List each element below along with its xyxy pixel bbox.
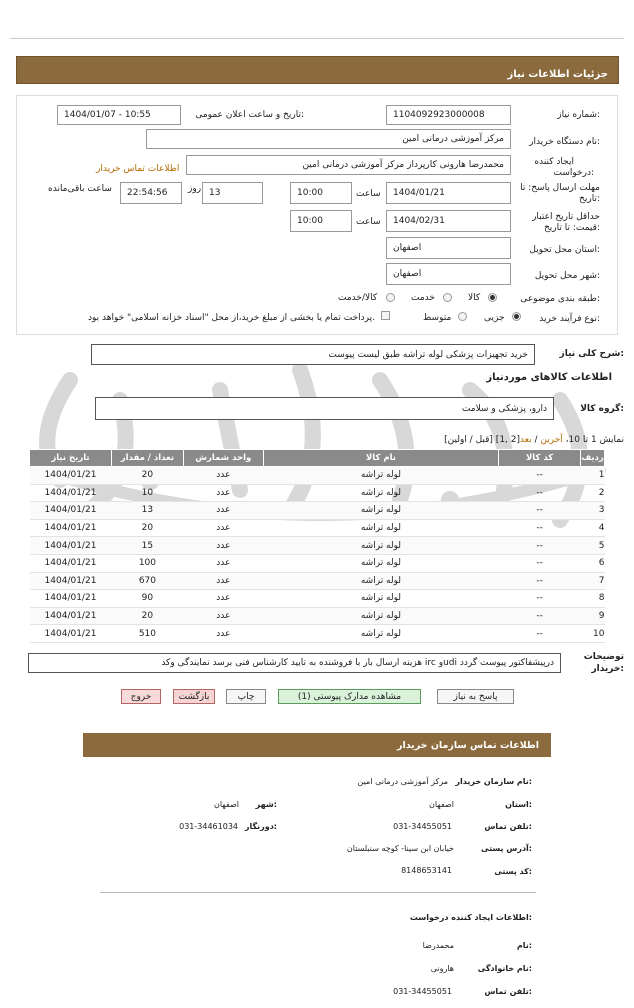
table-row[interactable]: [30, 607, 605, 625]
process-option-medium: متوسط: [423, 313, 452, 323]
creator-last-name-value: هارونی: [430, 964, 454, 973]
table-row[interactable]: [30, 502, 605, 520]
cell-item-code: --: [499, 590, 581, 608]
deadline-label-line2: تاریخ:: [579, 194, 600, 204]
cell-unit: عدد: [183, 502, 263, 520]
exit-button[interactable]: خروج: [121, 689, 161, 704]
cell-quantity: 100: [111, 554, 183, 572]
cell-quantity: 13: [111, 502, 183, 520]
validity-date-field: 1404/02/31: [386, 210, 511, 232]
buyer-name-label: نام دستگاه خریدار:: [529, 137, 600, 147]
top-divider: [10, 38, 624, 39]
cell-row-number: 5: [581, 537, 605, 555]
cell-item-code: --: [499, 484, 581, 502]
creator-field: محمدرضا هارونی کارپرداز مرکز آموزشی درمانی امین: [186, 155, 511, 175]
cell-item-code: --: [499, 467, 581, 485]
buyer-contact-link[interactable]: اطلاعات تماس خریدار: [96, 164, 180, 174]
pagination-separator: ،: [565, 435, 569, 445]
contact-phone-label: تلفن تماس:: [484, 822, 532, 831]
cell-need-date: 1404/01/21: [30, 607, 112, 625]
creator-label-line2: درخواست:: [553, 168, 594, 178]
table-row[interactable]: [30, 537, 605, 555]
creator-first-name-label: نام:: [516, 941, 532, 950]
days-remaining-field: 13: [202, 182, 263, 204]
contact-address-label: آدرس پستی:: [481, 844, 532, 853]
cell-need-date: 1404/01/21: [30, 467, 112, 485]
contact-section-title: اطلاعات تماس سازمان خریدار: [83, 733, 551, 757]
contact-city-value: اصفهان: [213, 800, 239, 809]
contact-fax-value: 031-34461034: [179, 822, 238, 831]
cell-item-code: --: [499, 502, 581, 520]
category-option-goods: کالا: [468, 293, 481, 303]
cell-row-number: 2: [581, 484, 605, 502]
creator-first-name-value: محمدرضا: [422, 941, 454, 950]
goods-table: [29, 449, 605, 643]
treasury-payment-note: پرداخت تمام یا بخشی از مبلغ خرید،از محل "اسناد خزانه اسلامی" خواهد بود.: [87, 313, 375, 323]
cell-quantity: 90: [111, 590, 183, 608]
creator-last-name-label: نام خانوادگی:: [477, 964, 532, 973]
city-label: شهر محل تحویل:: [534, 271, 600, 281]
cell-item-code: --: [499, 537, 581, 555]
category-label: طبقه بندی موضوعی:: [520, 294, 600, 304]
cell-unit: عدد: [183, 572, 263, 590]
goods-group-label: گروه کالا:: [580, 404, 624, 414]
cell-unit: عدد: [183, 607, 263, 625]
cell-need-date: 1404/01/21: [30, 519, 112, 537]
cell-unit: عدد: [183, 484, 263, 502]
contact-address-value: خیابان ابن سینا- کوچه سنبلستان: [346, 844, 454, 853]
process-radio-partial[interactable]: [512, 312, 521, 321]
cell-unit: عدد: [183, 625, 263, 643]
cell-unit: عدد: [183, 467, 263, 485]
deadline-label-line1: مهلت ارسال پاسخ: تا: [520, 183, 600, 193]
province-label: استان محل تحویل:: [529, 245, 600, 255]
cell-item-name: لوله تراشه: [263, 467, 498, 485]
city-field: اصفهان: [386, 263, 511, 285]
col-row-number: ردیف: [581, 450, 605, 467]
cell-need-date: 1404/01/21: [30, 572, 112, 590]
page-title-bar: [16, 56, 619, 84]
cell-row-number: 7: [581, 572, 605, 590]
cell-item-name: لوله تراشه: [263, 484, 498, 502]
province-field: اصفهان: [386, 237, 511, 259]
contact-province-label: استان:: [505, 800, 532, 809]
cell-need-date: 1404/01/21: [30, 502, 112, 520]
pagination-last-link[interactable]: آخرین: [540, 435, 563, 445]
need-number-label: شماره نیاز:: [557, 110, 600, 120]
pagination: [444, 435, 624, 445]
cell-item-name: لوله تراشه: [263, 502, 498, 520]
category-radio-both[interactable]: [386, 293, 395, 302]
print-button[interactable]: چاپ: [226, 689, 266, 704]
contact-org-label: نام سازمان خریدار:: [455, 777, 532, 786]
col-item-name: نام کالا: [263, 450, 498, 467]
pagination-pages[interactable]: [2 ,1]: [495, 435, 521, 445]
contact-postal-value: 8148653141: [401, 866, 452, 875]
creator-phone-value: 031-34455051: [393, 987, 452, 996]
remaining-time-field: 22:54:56: [120, 182, 182, 204]
process-radio-medium[interactable]: [458, 312, 467, 321]
table-row[interactable]: [30, 554, 605, 572]
creator-phone-label: تلفن تماس:: [484, 987, 532, 996]
cell-item-code: --: [499, 554, 581, 572]
category-radio-goods[interactable]: [488, 293, 497, 302]
cell-quantity: 20: [111, 607, 183, 625]
table-row[interactable]: [30, 467, 605, 485]
buyer-notes-label-line2: خریدار:: [591, 664, 624, 674]
cell-item-name: لوله تراشه: [263, 572, 498, 590]
cell-quantity: 670: [111, 572, 183, 590]
cell-row-number: 3: [581, 502, 605, 520]
contact-city-label: شهر:: [255, 800, 277, 809]
contact-fax-label: دورنگار:: [244, 822, 277, 831]
buyer-notes-field: هزینه ارسال بار با فروشنده به تایید کارشناس فنی برسد نمایندگی وکد irc وudi درپیشفاکتور پیوست گردد: [28, 653, 561, 673]
cell-row-number: 4: [581, 519, 605, 537]
pagination-range: نمایش 1 تا 10: [568, 435, 624, 445]
cell-row-number: 8: [581, 590, 605, 608]
reply-button[interactable]: پاسخ به نیاز: [437, 689, 514, 704]
page-title: جزئیات اطلاعات نیاز: [507, 69, 608, 80]
back-button[interactable]: بازگشت: [173, 689, 215, 704]
remaining-time-label: ساعت باقی‌مانده: [48, 184, 112, 194]
cell-unit: عدد: [183, 590, 263, 608]
description-field: خرید تجهیزات پزشکی لوله تراشه طبق لیست پیوست: [91, 344, 535, 365]
goods-table-header: [30, 450, 605, 467]
cell-need-date: 1404/01/21: [30, 625, 112, 643]
category-option-both: کالا/خدمت: [338, 293, 378, 303]
table-row[interactable]: [30, 519, 605, 537]
process-type-label: نوع فرآیند خرید:: [539, 314, 600, 324]
cell-item-name: لوله تراشه: [263, 519, 498, 537]
cell-quantity: 510: [111, 625, 183, 643]
cell-unit: عدد: [183, 519, 263, 537]
validity-label-line2: قیمت: تا تاریخ:: [543, 223, 600, 233]
cell-row-number: 6: [581, 554, 605, 572]
contact-postal-label: کد پستی:: [494, 867, 532, 876]
goods-section-title: اطلاعات کالاهای موردنیاز: [486, 372, 612, 383]
creator-info-title: اطلاعات ایجاد کننده درخواست:: [409, 913, 532, 922]
deadline-date-field: 1404/01/21: [386, 182, 511, 204]
cell-item-code: --: [499, 607, 581, 625]
contact-province-value: اصفهان: [428, 800, 454, 809]
announce-date-field: 1404/01/07 - 10:55: [57, 105, 181, 125]
cell-need-date: 1404/01/21: [30, 590, 112, 608]
pagination-prev-first[interactable]: [قبل / اولین]: [444, 435, 496, 445]
col-need-date: تاریخ نیاز: [30, 450, 112, 467]
view-attachments-button[interactable]: مشاهده مدارک پیوستی (1): [278, 689, 421, 704]
cell-item-name: لوله تراشه: [263, 607, 498, 625]
cell-row-number: 1: [581, 467, 605, 485]
validity-time-label: ساعت: [356, 217, 381, 227]
cell-row-number: 10: [581, 625, 605, 643]
contact-phone-value: 031-34455051: [393, 822, 452, 831]
cell-quantity: 20: [111, 519, 183, 537]
cell-need-date: 1404/01/21: [30, 484, 112, 502]
table-row[interactable]: [30, 625, 605, 643]
contact-divider: [100, 892, 536, 893]
cell-unit: عدد: [183, 537, 263, 555]
pagination-slash: /: [531, 435, 541, 445]
cell-item-code: --: [499, 519, 581, 537]
pagination-next-link[interactable]: بعد: [520, 435, 532, 445]
contact-org-value: مرکز آموزشی درمانی امین: [357, 777, 448, 786]
description-label: شرح کلی نیاز:: [559, 349, 624, 359]
col-item-code: کد کالا: [499, 450, 581, 467]
table-row[interactable]: [30, 572, 605, 590]
validity-label-line1: حداقل تاریخ اعتبار: [532, 212, 600, 222]
buyer-notes-label-line1: توضیحات: [583, 652, 624, 662]
cell-row-number: 9: [581, 607, 605, 625]
table-row[interactable]: [30, 484, 605, 502]
cell-unit: عدد: [183, 554, 263, 572]
goods-group-field: دارو، پزشکی و سلامت: [95, 397, 554, 420]
deadline-time-field: 10:00: [290, 182, 352, 204]
cell-quantity: 10: [111, 484, 183, 502]
days-label: روز: [188, 184, 202, 194]
process-option-partial: جزیی: [484, 313, 505, 323]
validity-time-field: 10:00: [290, 210, 352, 232]
category-option-service: خدمت: [411, 293, 435, 303]
deadline-time-label: ساعت: [356, 189, 381, 199]
col-unit: واحد شمارش: [183, 450, 263, 467]
cell-item-name: لوله تراشه: [263, 590, 498, 608]
cell-quantity: 15: [111, 537, 183, 555]
need-number-field: 1104092923000008: [386, 105, 511, 125]
category-radio-service[interactable]: [443, 293, 452, 302]
cell-item-name: لوله تراشه: [263, 554, 498, 572]
treasury-payment-checkbox[interactable]: [381, 311, 390, 320]
cell-item-name: لوله تراشه: [263, 625, 498, 643]
cell-item-code: --: [499, 572, 581, 590]
cell-need-date: 1404/01/21: [30, 554, 112, 572]
col-quantity: تعداد / مقدار: [111, 450, 183, 467]
cell-need-date: 1404/01/21: [30, 537, 112, 555]
cell-item-code: --: [499, 625, 581, 643]
table-row[interactable]: [30, 590, 605, 608]
cell-item-name: لوله تراشه: [263, 537, 498, 555]
cell-quantity: 20: [111, 467, 183, 485]
buyer-name-field: مرکز آموزشی درمانی امین: [146, 129, 511, 149]
announce-date-label: تاریخ و ساعت اعلان عمومی:: [195, 110, 304, 120]
creator-label-line1: ایجاد کننده: [534, 157, 574, 167]
